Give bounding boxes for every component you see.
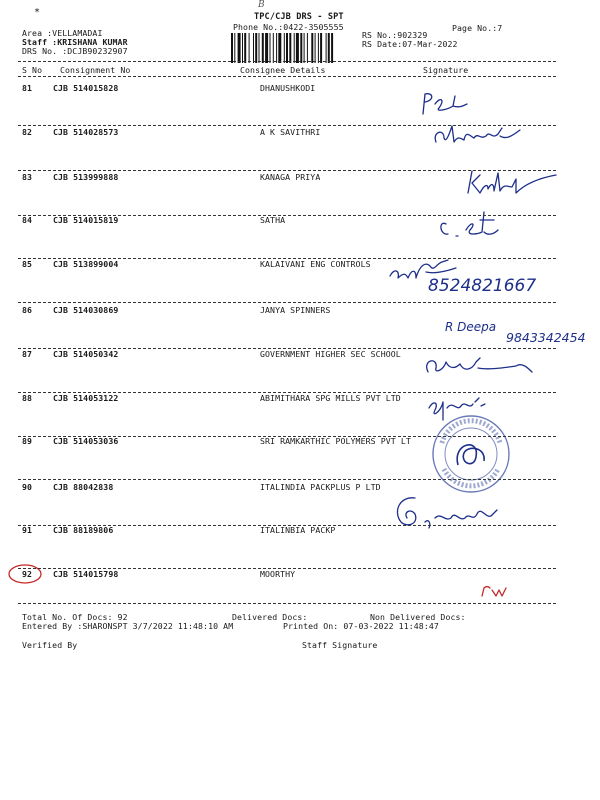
row-divider	[18, 525, 556, 526]
circle-annotation-icon	[6, 562, 44, 586]
row-consignee: ITALINBIA PACKP	[260, 525, 336, 535]
row-sno: 90	[22, 482, 33, 492]
area-label: Area :VELLAMADAI	[22, 28, 103, 38]
row-divider	[18, 170, 556, 171]
non-delivered-docs: Non Delivered Docs:	[370, 612, 466, 622]
end-mark	[478, 582, 512, 602]
company-stamp-icon	[430, 413, 512, 495]
row-divider	[18, 125, 556, 126]
staff-signature: Staff Signature	[302, 640, 378, 650]
row-sno: 87	[22, 349, 33, 359]
row-sno: 85	[22, 259, 33, 269]
row-divider	[18, 258, 556, 259]
row-sno: 86	[22, 305, 33, 315]
rs-date: RS Date:07-Mar-2022	[362, 39, 458, 49]
row-consignment-no: CJB 514053036	[53, 436, 119, 446]
row-consignee: SRI RAMKARTHIC POLYMERS PVT LT	[260, 436, 411, 446]
row-sno: 82	[22, 127, 33, 137]
signature-81	[415, 90, 475, 118]
signature-86	[443, 313, 509, 337]
page-number: Page No.:7	[452, 23, 503, 33]
row-consignee: GOVERNMENT HIGHER SEC SCHOOL	[260, 349, 401, 359]
row-divider	[18, 392, 556, 393]
row-consignee: DHANUSHKODI	[260, 83, 316, 93]
row-consignment-no: CJB 514030869	[53, 305, 119, 315]
row-sno: 88	[22, 393, 33, 403]
staff-label: Staff :KRISHANA KUMAR	[22, 37, 128, 47]
header-rule	[18, 61, 556, 62]
row-divider	[18, 436, 556, 437]
drs-number: DRS No. :DCJB90232907	[22, 46, 128, 56]
phone-number: Phone No.:0422-3505555	[233, 22, 344, 32]
row-consignment-no: CJB 513999888	[53, 172, 119, 182]
signature-82	[430, 118, 525, 150]
column-signature: Signature	[423, 65, 469, 75]
corner-mark: *	[34, 7, 41, 18]
row-consignment-no: CJB 88189806	[53, 525, 114, 535]
row-consignment-no: CJB 514015819	[53, 215, 119, 225]
row-sno: 83	[22, 172, 33, 182]
phone-86	[506, 326, 600, 348]
column-consignee: Consignee Details	[240, 65, 326, 75]
row-consignment-no: CJB 514050342	[53, 349, 119, 359]
barcode-icon	[231, 33, 359, 63]
verified-by: Verified By	[22, 640, 78, 650]
row-consignment-no: CJB 514053122	[53, 393, 119, 403]
svg-text:R Deepa: R Deepa	[445, 320, 497, 334]
top-scribble: B	[258, 0, 265, 10]
document-title: TPC/CJB DRS - SPT	[254, 12, 344, 22]
row-consignee: ABIMITHARA SPG MILLS PVT LTD	[260, 393, 401, 403]
row-consignment-no: CJB 88042838	[53, 482, 114, 492]
row-divider	[18, 479, 556, 480]
row-divider	[18, 348, 556, 349]
row-sno: 92	[22, 569, 33, 579]
row-sno: 84	[22, 215, 33, 225]
column-sno: S No	[22, 65, 43, 75]
printed-on: Printed On: 07-03-2022 11:48:47	[283, 621, 439, 631]
delivered-docs: Delivered Docs:	[232, 612, 308, 622]
row-consignee: A K SAVITHRI	[260, 127, 321, 137]
phone-85	[426, 271, 566, 297]
svg-text:9843342454: 9843342454	[506, 330, 586, 345]
row-consignee: SATHA	[260, 215, 286, 225]
entered-by: Entered By :SHARONSPT 3/7/2022 11:48:10 AM	[22, 621, 234, 631]
row-consignee: JANYA SPINNERS	[260, 305, 331, 315]
column-rule	[18, 76, 556, 77]
rs-number: RS No.:902329	[362, 30, 428, 40]
row-divider	[18, 215, 556, 216]
row-sno: 81	[22, 83, 33, 93]
row-consignment-no: CJB 513899004	[53, 259, 119, 269]
total-docs: Total No. Of Docs: 92	[22, 612, 128, 622]
footer-rule	[18, 603, 556, 604]
row-sno: 91	[22, 525, 33, 535]
signature-87	[420, 350, 535, 380]
row-consignee: MOORTHY	[260, 569, 296, 579]
column-consignment: Consignment No	[60, 65, 131, 75]
signature-89-90	[385, 492, 505, 536]
row-consignee: KANAGA PRIYA	[260, 172, 321, 182]
row-consignee: ITALINDIA PACKPLUS P LTD	[260, 482, 381, 492]
svg-text:8524821667: 8524821667	[428, 276, 537, 296]
row-sno: 89	[22, 436, 33, 446]
row-consignment-no: CJB 514015828	[53, 83, 119, 93]
row-consignment-no: CJB 514015798	[53, 569, 119, 579]
row-consignee: KALAIVANI ENG CONTROLS	[260, 259, 371, 269]
row-consignment-no: CJB 514028573	[53, 127, 119, 137]
row-divider	[18, 568, 556, 569]
row-divider	[18, 302, 556, 303]
signature-84	[432, 206, 502, 246]
